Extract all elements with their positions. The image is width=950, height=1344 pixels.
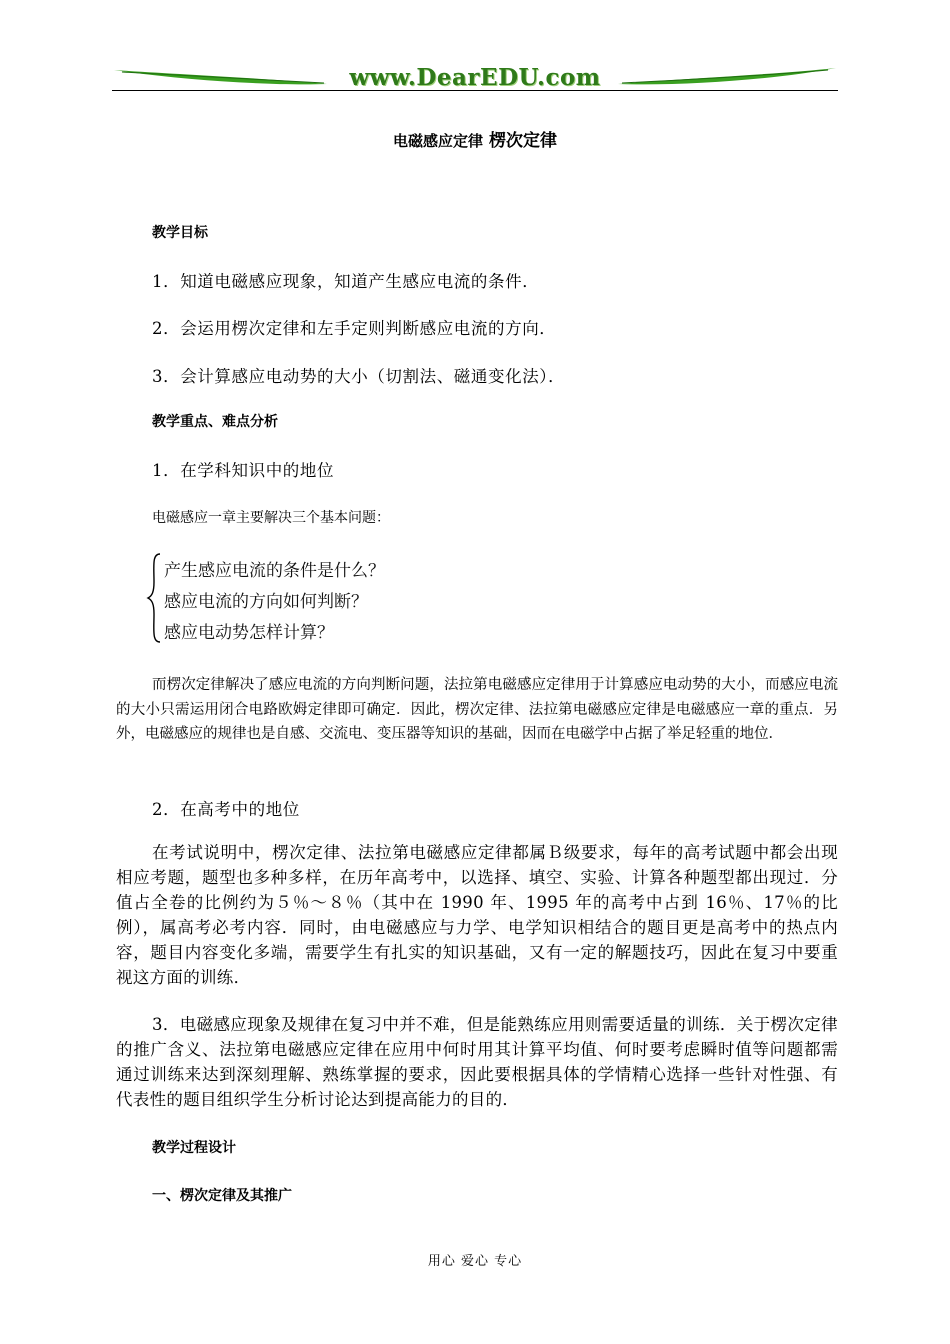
key-item-1: 1．在学科知识中的地位 bbox=[152, 461, 335, 480]
paragraph-1: 而楞次定律解决了感应电流的方向判断问题，法拉第电磁感应定律用于计算感应电动势的大小，而感应电流的大小只需运用闭合电路欧姆定律即可确定．因此，楞次定律、法拉第电磁感应定律是电磁感应一章的重点．另外，电磁感应的规律也是自感、交流电、变压器等知识的基础，因而在电磁学中占据了举足轻重的地位． bbox=[116, 677, 838, 742]
site-logo-text[interactable]: www.DearEDU.com bbox=[349, 64, 601, 91]
paragraph-3: 3．电磁感应现象及规律在复习中并不难，但是能熟练应用则需要适量的训练．关于楞次定律的推广含义、法拉第电磁感应定律在应用中何时用其计算平均值、何时要考虑瞬时值等问题都需通过训练来达到深刻理解、熟练掌握的要求，因此要根据具体的学情精心选择一些针对性强、有代表性的题目组织学生分析讨论达到提高能力的目的． bbox=[116, 1015, 838, 1109]
goal-item-1: 1．知道电磁感应现象，知道产生感应电流的条件． bbox=[152, 272, 540, 291]
goal-item-3: 3．会计算感应电动势的大小（切割法、磁通变化法）． bbox=[152, 367, 566, 386]
question-2: 感应电流的方向如何判断？ bbox=[164, 592, 368, 612]
paragraph-2: 在考试说明中，楞次定律、法拉第电磁感应定律都属Ｂ级要求，每年的高考试题中都会出现相应考题，题型也多种多样，在历年高考中，以选择、填空、实验、计算各种题型都出现过．分值占全卷的比例约为５％～８％（其中在 1990 年、1995 年的高考中占到 16％、17％的比例），属高考必考内容．同时，由电磁感应与力学、电学知识相结合的题目更是高考中的热点内容，题目内容变化多端，需要学生有扎实的知识基础，又有一定的解题技巧，因此在复习中要重视这方面的训练． bbox=[116, 843, 838, 987]
key-item-2: 2．在高考中的地位 bbox=[152, 800, 300, 819]
title-sub: 楞次定律 bbox=[489, 131, 557, 151]
question-3: 感应电动势怎样计算？ bbox=[164, 623, 334, 643]
page-title bbox=[0, 126, 950, 151]
process-heading: 教学过程设计 bbox=[152, 1140, 236, 1156]
header-rule bbox=[112, 90, 838, 91]
key-heading: 教学重点、难点分析 bbox=[152, 414, 278, 430]
goal-item-2: 2．会运用楞次定律和左手定则判断感应电流的方向． bbox=[152, 319, 557, 338]
goals-heading: 教学目标 bbox=[152, 225, 208, 241]
page-footer: 用心 爱心 专心 bbox=[427, 1254, 523, 1269]
questions-brace-list bbox=[146, 552, 446, 644]
question-1: 产生感应电流的条件是什么？ bbox=[164, 561, 385, 581]
key-intro: 电磁感应一章主要解决三个基本问题： bbox=[152, 510, 390, 526]
title-main: 电磁感应定律 bbox=[392, 132, 483, 150]
left-brace-icon bbox=[146, 552, 162, 644]
part1-heading: 一、楞次定律及其推广 bbox=[152, 1188, 292, 1204]
